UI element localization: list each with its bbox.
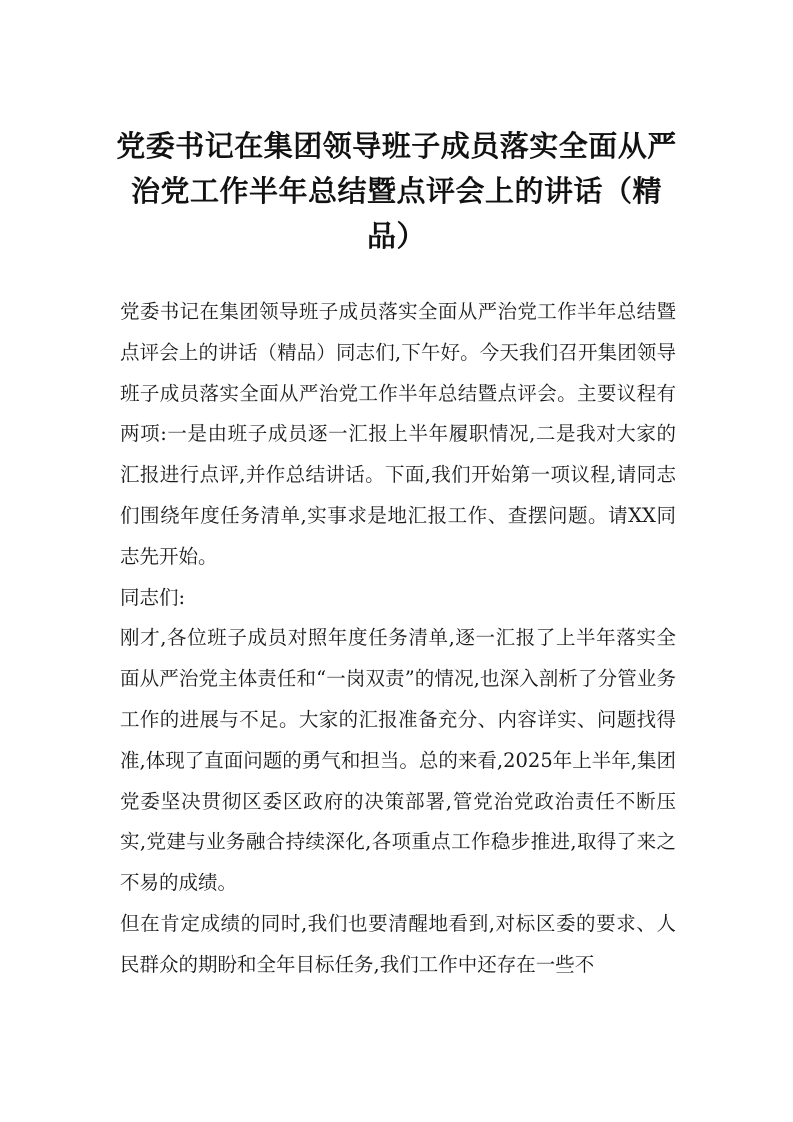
document-title: 党委书记在集团领导班子成员落实全面从严治党工作半年总结暨点评会上的讲话（精品） xyxy=(116,129,677,253)
paragraph-salutation: 同志们: xyxy=(120,585,186,609)
paragraph-opening: 党委书记在集团领导班子成员落实全面从严治党工作半年总结暨点评会上的讲话（精品）同志们,下午好。今天我们召开集团领导班子成员落实全面从严治党工作半年总结暨点评会。主要议程有两项:一是由班子成员逐一汇报上半年履职情况,二是我对大家的汇报进行点评,并作总结讲话。下面,我们开始第一项议程,请同志们围绕年度任务清单,实事求是地汇报工作、查摆问题。请XX同志先开始。 xyxy=(120,300,676,568)
document-body xyxy=(120,292,676,986)
paragraph-problems: 但在肯定成绩的同时,我们也要清醒地看到,对标区委的要求、人民群众的期盼和全年目标任务,我们工作中还存在一些不 xyxy=(120,911,676,976)
paragraph-review: 刚才,各位班子成员对照年度任务清单,逐一汇报了上半年落实全面从严治党主体责任和“一岗双责”的情况,也深入剖析了分管业务工作的进展与不足。大家的汇报准备充分、内容详实、问题找得准,体现了直面问题的勇气和担当。总的来看,2025年上半年,集团党委坚决贯彻区委区政府的决策部署,管党治党政治责任不断压实,党建与业务融合持续深化,各项重点工作稳步推进,取得了来之不易的成绩。 xyxy=(120,626,676,895)
